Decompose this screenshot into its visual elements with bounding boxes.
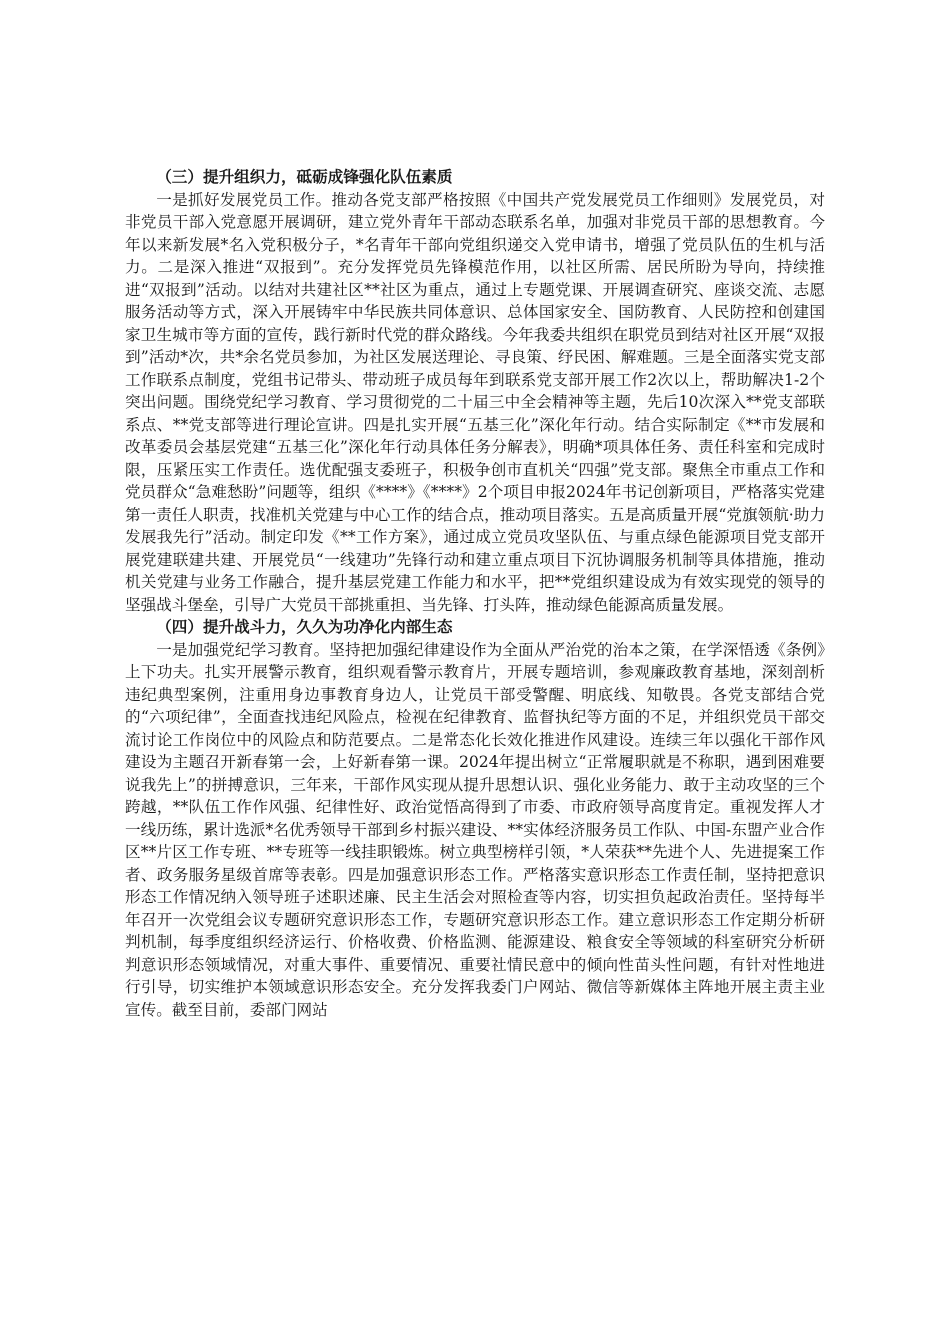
section-heading: （三）提升组织力，砥砺成锋强化队伍素质	[156, 168, 453, 186]
document-page	[125, 166, 825, 1021]
section-3	[125, 166, 825, 616]
section-paragraph: 一是加强党纪学习教育。坚持把加强纪律建设作为全面从严治党的治本之策，在学深悟透《条例》上下功夫。扎实开展警示教育，组织观看警示教育片，开展专题培训，参观廉政教育基地，深刻剖析违纪典型案例，注重用身边事教育身边人，让党员干部受警醒、明底线、知敬畏。各党支部结合党的“六项纪律”，全面查找违纪风险点，检视在纪律教育、监督执纪等方面的不足，并组织党员干部交流讨论工作岗位中的风险点和防范要点。二是常态化长效化推进作风建设。连续三年以强化干部作风建设为主题召开新春第一会，上好新春第一课。2024年提出树立“正常履职就是不称职，遇到困难要说我先上”的拼搏意识，三年来，干部作风实现从提升思想认识、强化业务能力、敢于主动攻坚的三个跨越，**队伍工作作风强、纪律性好、政治觉悟高得到了市委、市政府领导高度肯定。重视发挥人才一线历练，累计选派*名优秀领导干部到乡村振兴建设、**实体经济服务员工作队、中国-东盟产业合作区**片区工作专班、**专班等一线挂职锻炼。树立典型榜样引领，*人荣获**先进个人、先进提案工作者、政务服务星级首席等表彰。四是加强意识形态工作。严格落实意识形态工作责任制，坚持把意识形态工作情况纳入领导班子述职述廉、民主生活会对照检查等内容，切实担负起政治责任。坚持每半年召开一次党组会议专题研究意识形态工作，专题研究意识形态工作。建立意识形态工作定期分析研判机制，每季度组织经济运行、价格收费、价格监测、能源建设、粮食安全等领域的科室研究分析研判意识形态领域情况，对重大事件、重要情况、重要社情民意中的倾向性苗头性问题，有针对性地进行引导，切实维护本领域意识形态安全。充分发挥我委门户网站、微信等新媒体主阵地开展主责主业宣传。截至目前，委部门网站	[125, 640, 825, 1019]
section-4	[125, 616, 825, 1021]
section-heading: （四）提升战斗力，久久为功净化内部生态	[156, 618, 453, 636]
section-paragraph: 一是抓好发展党员工作。推动各党支部严格按照《中国共产党发展党员工作细则》发展党员，对非党员干部入党意愿开展调研，建立党外青年干部动态联系名单，加强对非党员干部的思想教育。今年以来新发展*名入党积极分子，*名青年干部向党组织递交入党申请书，增强了党员队伍的生机与活力。二是深入推进“双报到”。充分发挥党员先锋模范作用，以社区所需、居民所盼为导向，持续推进“双报到”活动。以结对共建社区**社区为重点，通过上专题党课、开展调查研究、座谈交流、志愿服务活动等方式，深入开展铸牢中华民族共同体意识、总体国家安全、国防教育、人民防控和创建国家卫生城市等方面的宣传，践行新时代党的群众路线。今年我委共组织在职党员到结对社区开展“双报到”活动*次，共*余名党员参加，为社区发展送理论、寻良策、纾民困、解难题。三是全面落实党支部工作联系点制度，党组书记带头、带动班子成员每年到联系党支部开展工作2次以上，帮助解决1-2个突出问题。围绕党纪学习教育、学习贯彻党的二十届三中全会精神等主题，先后10次深入**党支部联系点、**党支部等进行理论宣讲。四是扎实开展“五基三化”深化年行动。结合实际制定《**市发展和改革委员会基层党建“五基三化”深化年行动具体任务分解表》，明确*项具体任务、责任科室和完成时限，压紧压实工作责任。选优配强支委班子，积极争创市直机关“四强”党支部。聚焦全市重点工作和党员群众“急难愁盼”问题等，组织《****》《****》2个项目申报2024年书记创新项目，严格落实党建第一责任人职责，找准机关党建与中心工作的结合点，推动项目落实。五是高质量开展“党旗领航·助力发展我先行”活动。制定印发《**工作方案》，通过成立党员攻坚队伍、与重点绿色能源项目党支部开展党建联建共建、开展党员“一线建功”先锋行动和建立重点项目下沉协调服务机制等具体措施，推动机关党建与业务工作融合，提升基层党建工作能力和水平，把**党组织建设成为有效实现党的领导的坚强战斗堡垒，引导广大党员干部挑重担、当先锋、打头阵，推动绿色能源高质量发展。	[125, 190, 825, 614]
